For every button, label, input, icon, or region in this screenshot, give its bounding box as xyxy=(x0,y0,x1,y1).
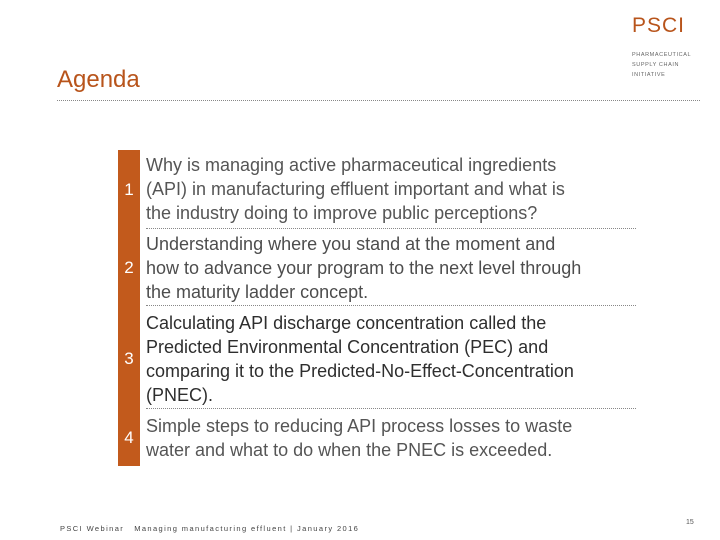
logo-wordmark: PSCI xyxy=(632,14,686,37)
logo-subtitle-line: INITIATIVE xyxy=(632,72,666,78)
agenda-item xyxy=(118,306,636,409)
item-text: Calculating API discharge concentration called the Predicted Environmental Concentration (PEC) and comparing it to the Predicted-No-Effect-Concentration (PNEC). xyxy=(146,313,574,405)
title-divider xyxy=(57,100,700,101)
logo-subtitle-line: PHARMACEUTICAL xyxy=(632,52,692,58)
footer-presentation-title: Managing manufacturing effluent | January 2016 xyxy=(134,524,360,533)
slide-title: Agenda xyxy=(57,66,140,93)
item-text: Why is managing active pharmaceutical ingredients (API) in manufacturing effluent important and what is the industry doing to improve public perceptions? xyxy=(146,155,565,223)
agenda-item xyxy=(118,150,636,229)
item-number: 2 xyxy=(124,258,134,277)
item-text: Simple steps to reducing API process losses to waste water and what to do when the PNEC is exceeded. xyxy=(146,416,573,460)
page-number: 15 xyxy=(686,519,694,526)
agenda-item xyxy=(118,229,636,306)
item-number: 4 xyxy=(124,428,134,447)
item-text: Understanding where you stand at the moment and how to advance your program to the next level through the maturity ladder concept. xyxy=(146,234,582,302)
item-number: 1 xyxy=(124,180,134,199)
footer xyxy=(60,524,359,533)
logo-subtitle-line: SUPPLY CHAIN xyxy=(632,62,680,68)
item-number: 3 xyxy=(124,349,134,368)
footer-webinar-label: PSCI Webinar xyxy=(60,524,125,533)
psci-logo xyxy=(632,14,712,80)
logo-subtitle xyxy=(632,50,712,80)
agenda-item xyxy=(118,409,636,466)
